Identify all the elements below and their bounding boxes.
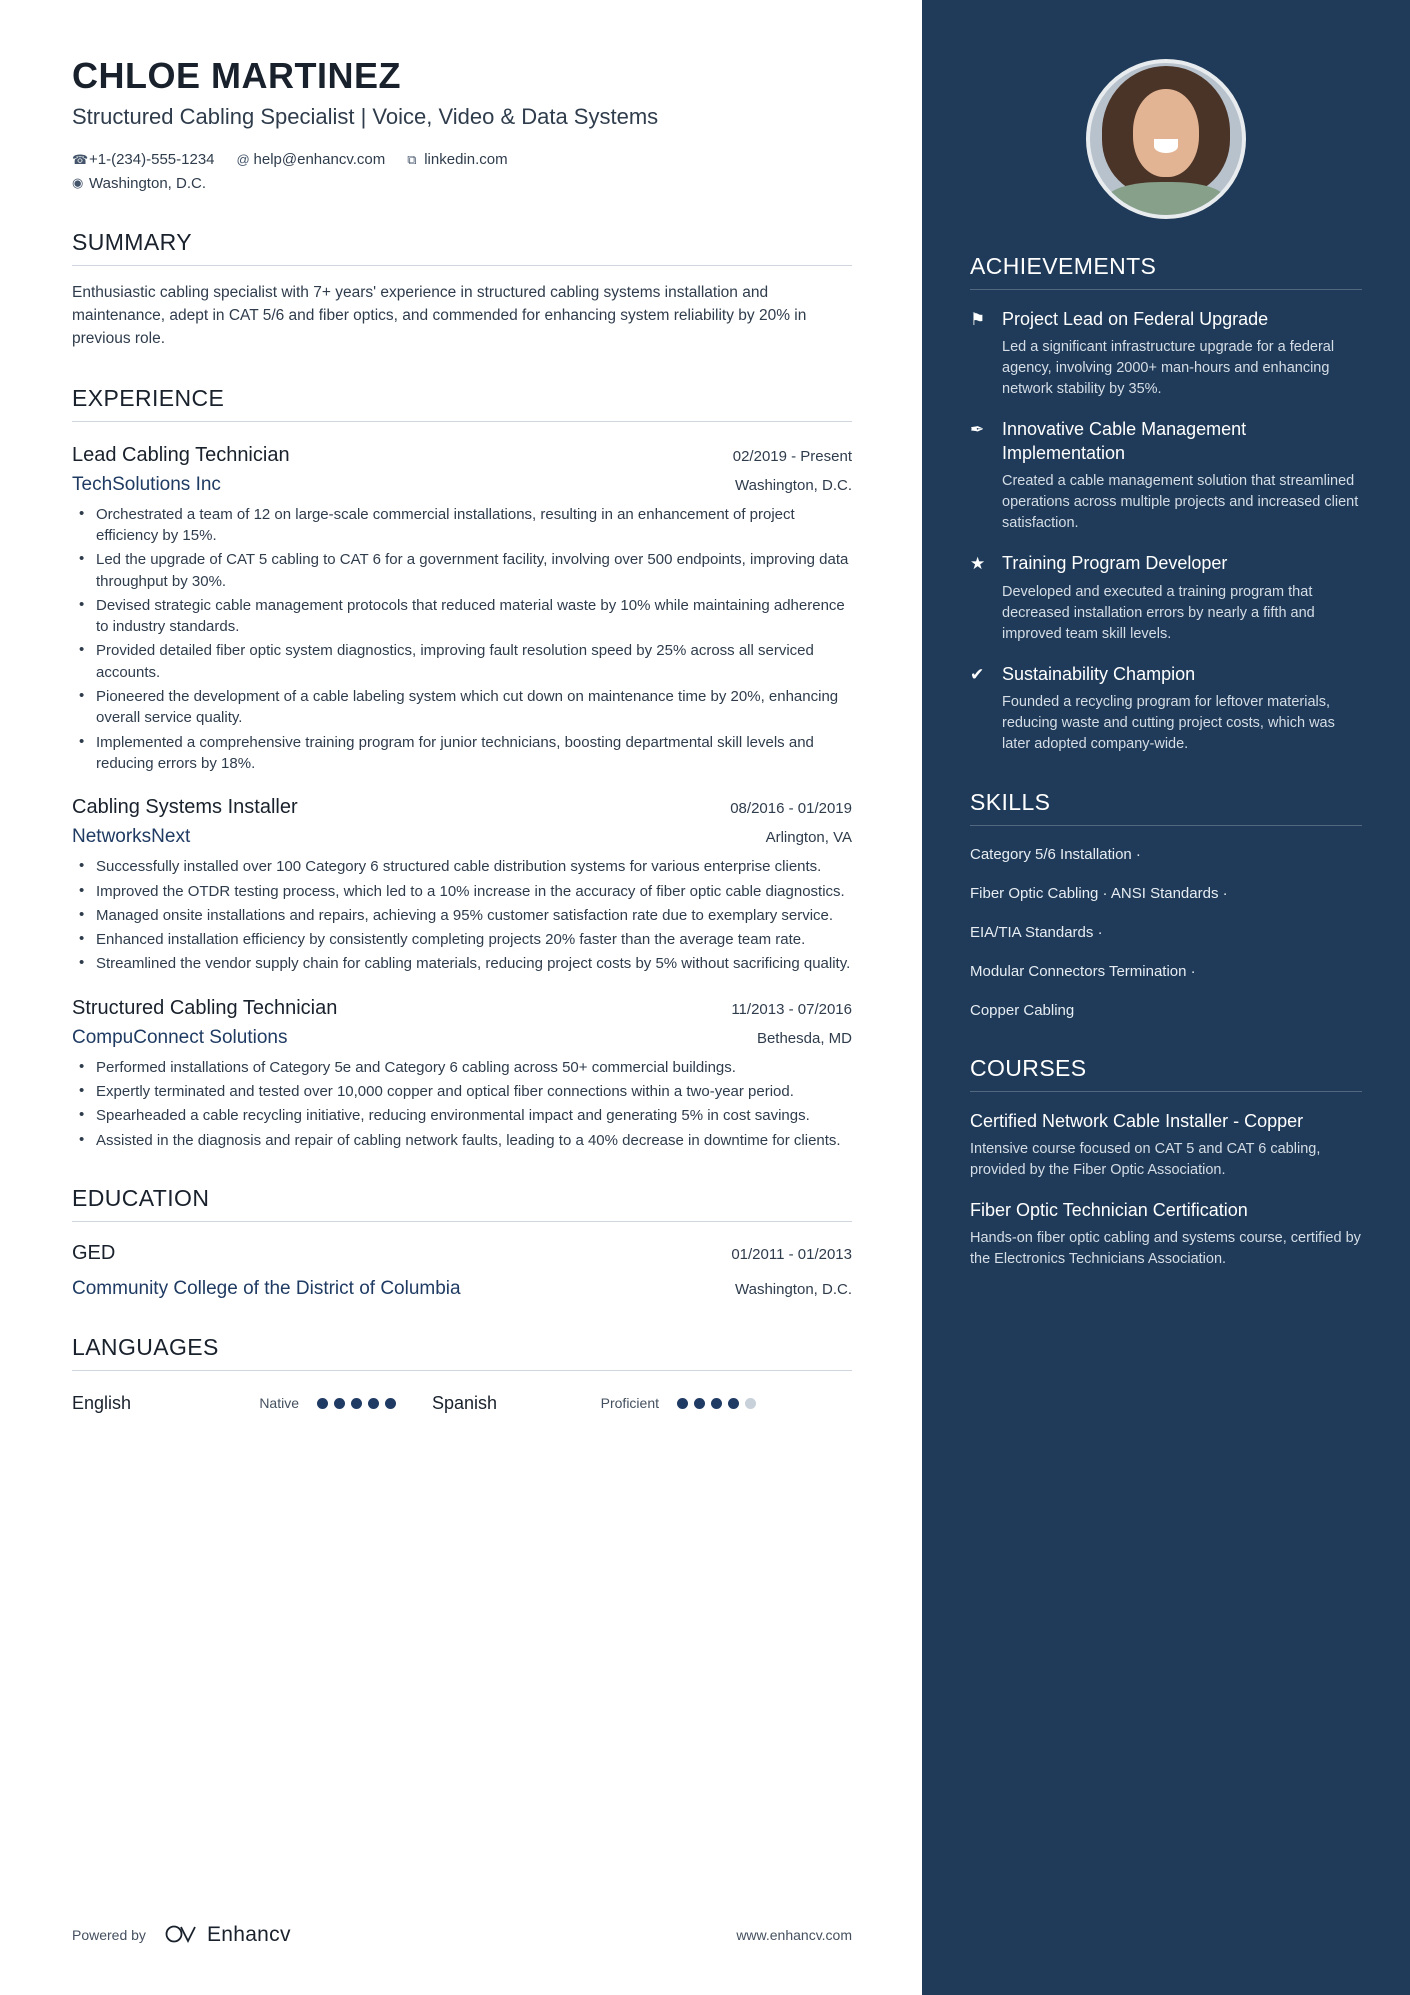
- job-dates: 08/2016 - 01/2019: [730, 800, 852, 818]
- list-item: • Pioneered the development of a cable labeling system which cut down on maintenance time by 20%, enhancing overall service quality.: [72, 686, 852, 729]
- job-location: Arlington, VA: [765, 829, 852, 847]
- contact-info: [72, 148, 852, 195]
- experience-entry: [72, 997, 852, 1151]
- course-title: Fiber Optic Technician Certification: [970, 1199, 1248, 1220]
- brand-name: Enhancv: [206, 1923, 291, 1946]
- job-location: Washington, D.C.: [735, 476, 852, 494]
- course-description: Intensive course focused on CAT 5 and CAT 6 cabling, provided by the Fiber Optic Association.: [970, 1140, 1321, 1178]
- achievement-title: Sustainability Champion: [1002, 663, 1196, 684]
- job-dates: 11/2013 - 07/2016: [731, 1000, 852, 1018]
- avatar-body: [1108, 182, 1224, 215]
- achievement-title: Innovative Cable Management Implementation: [1002, 419, 1247, 463]
- language-level: Native: [259, 1395, 299, 1412]
- skill-item: Copper Cabling: [970, 1002, 1075, 1020]
- list-item: • Provided detailed fiber optic system diagnostics, improving fault resolution speed by 25% across all serviced accounts.: [72, 640, 852, 683]
- skill-item: Modular Connectors Termination ·: [970, 963, 1196, 981]
- link-icon: ⧉: [407, 151, 417, 167]
- language-level: Proficient: [600, 1395, 659, 1412]
- achievement-description: Led a significant infrastructure upgrade for a federal agency, involving 2000+ man-hours and enhancing network stability by 35%.: [1002, 339, 1335, 398]
- language-item: [72, 1393, 402, 1414]
- job-dates: 02/2019 - Present: [732, 447, 852, 465]
- list-item: • Assisted in the diagnosis and repair of cabling network faults, leading to a 40% decrease in downtime for clients.: [72, 1130, 852, 1151]
- languages-list: [72, 1393, 852, 1414]
- avatar: [1086, 59, 1246, 219]
- job-company: TechSolutions Inc: [72, 473, 221, 495]
- list-item: • Led the upgrade of CAT 5 cabling to CAT 6 for a government facility, involving over 500 endpoints, improving data throughput by 30%.: [72, 549, 852, 592]
- list-item: • Successfully installed over 100 Category 6 structured cable distribution systems for various enterprise clients.: [72, 856, 852, 877]
- achievement-item: [970, 552, 1362, 644]
- skill-item: EIA/TIA Standards ·: [970, 924, 1103, 942]
- language-name: English: [72, 1392, 132, 1413]
- email-icon: @: [236, 151, 250, 167]
- language-rating: [317, 1398, 402, 1409]
- list-item: • Improved the OTDR testing process, which led to a 10% increase in the accuracy of fiber optic cable diagnostics.: [72, 881, 852, 902]
- course-title: Certified Network Cable Installer - Copper: [970, 1111, 1304, 1132]
- education-entry: [72, 1242, 852, 1300]
- achievement-description: Developed and executed a training program that decreased installation errors by nearly a fifth and improved team skill levels.: [1002, 583, 1315, 642]
- job-company: CompuConnect Solutions: [72, 1026, 288, 1048]
- flag-icon: ⚑: [970, 310, 986, 329]
- list-item: • Implemented a comprehensive training program for junior technicians, boosting departmental skill levels and reducing errors by 18%.: [72, 732, 852, 775]
- list-item: • Devised strategic cable management protocols that reduced material waste by 10% while maintaining adherence to industry standards.: [72, 595, 852, 638]
- contact-email-text: help@enhancv.com: [253, 151, 386, 169]
- powered-by-label: Powered by: [72, 1927, 146, 1943]
- achievement-title: Training Program Developer: [1002, 553, 1228, 574]
- contact-phone-text: +1-(234)-555-1234: [89, 151, 215, 169]
- course-item: [970, 1110, 1362, 1181]
- section-title-languages: LANGUAGES: [72, 1334, 852, 1371]
- contact-location-text: Washington, D.C.: [89, 174, 206, 192]
- section-title-achievements: ACHIEVEMENTS: [970, 253, 1362, 290]
- experience-entry: [72, 444, 852, 775]
- education-degree: GED: [72, 1241, 116, 1264]
- language-rating: [677, 1398, 762, 1409]
- footer-brand: [72, 1923, 291, 1947]
- language-item: [432, 1393, 762, 1414]
- page-title: CHLOE MARTINEZ: [72, 55, 401, 96]
- job-title: Structured Cabling Technician: [72, 996, 338, 1019]
- list-item: • Orchestrated a team of 12 on large-scale commercial installations, resulting in an enhancement of project efficiency by 15%.: [72, 504, 852, 547]
- summary-text: Enthusiastic cabling specialist with 7+ years' experience in structured cabling systems installation and maintenance, adept in CAT 5/6 and fiber optics, and commended for enhancing system reliability by 20% in previous role.: [72, 283, 807, 348]
- skill-item: Fiber Optic Cabling · ANSI Standards ·: [970, 885, 1228, 903]
- professional-headline: Structured Cabling Specialist | Voice, Video & Data Systems: [72, 104, 659, 130]
- job-location: Bethesda, MD: [756, 1029, 852, 1047]
- achievement-item: [970, 663, 1362, 755]
- section-title-education: EDUCATION: [72, 1185, 852, 1222]
- achievement-description: Created a cable management solution that streamlined operations across multiple projects and increased client satisfaction.: [1002, 473, 1359, 532]
- education-location: Washington, D.C.: [735, 1280, 852, 1298]
- job-bullets: [72, 1057, 852, 1151]
- list-item: • Performed installations of Category 5e and Category 6 cabling across 50+ commercial buildings.: [72, 1057, 852, 1078]
- section-title-courses: COURSES: [970, 1055, 1362, 1092]
- education-school: Community College of the District of Columbia: [72, 1277, 461, 1299]
- list-item: • Streamlined the vendor supply chain for cabling materials, reducing project costs by 5% without sacrificing quality.: [72, 953, 852, 974]
- achievement-item: [970, 418, 1362, 534]
- footer-website[interactable]: www.enhancv.com: [736, 1927, 852, 1943]
- contact-location: [72, 172, 206, 195]
- phone-icon: ☎: [72, 151, 89, 167]
- section-title-skills: SKILLS: [970, 789, 1362, 826]
- contact-linkedin-text: linkedin.com: [424, 151, 508, 169]
- contact-linkedin[interactable]: [407, 148, 507, 171]
- list-item: • Enhanced installation efficiency by consistently completing projects 20% faster than the average team rate.: [72, 929, 852, 950]
- achievement-title: Project Lead on Federal Upgrade: [1002, 309, 1269, 329]
- check-icon: ✔: [970, 664, 985, 684]
- star-icon: ★: [970, 554, 986, 574]
- course-description: Hands-on fiber optic cabling and systems course, certified by the Electronics Technicians Association.: [970, 1229, 1361, 1267]
- section-title-summary: SUMMARY: [72, 229, 852, 266]
- job-title: Lead Cabling Technician: [72, 443, 290, 466]
- job-title: Cabling Systems Installer: [72, 796, 298, 819]
- right-column: [922, 0, 1410, 1995]
- avatar-face: [1133, 89, 1200, 177]
- education-dates: 01/2011 - 01/2013: [731, 1245, 852, 1263]
- course-item: [970, 1199, 1362, 1270]
- list-item: • Managed onsite installations and repairs, achieving a 95% customer satisfaction rate due to exemplary service.: [72, 905, 852, 926]
- language-name: Spanish: [432, 1392, 498, 1413]
- contact-phone[interactable]: [72, 148, 215, 171]
- pen-icon: ✒: [970, 420, 985, 440]
- list-item: • Expertly terminated and tested over 10,000 copper and optical fiber connections within a two-year period.: [72, 1081, 852, 1102]
- avatar-container: [970, 59, 1362, 219]
- achievement-description: Founded a recycling program for leftover materials, reducing waste and cutting project costs, which was later adopted company-wide.: [1002, 694, 1335, 753]
- job-bullets: [72, 856, 852, 974]
- achievement-item: [970, 308, 1362, 400]
- location-icon: ◉: [72, 175, 84, 191]
- section-title-experience: EXPERIENCE: [72, 385, 852, 422]
- avatar-smile: [1154, 139, 1178, 153]
- experience-entry: [72, 796, 852, 974]
- enhancv-logo-icon: [164, 1924, 198, 1947]
- footer: [72, 1923, 852, 1947]
- contact-email[interactable]: [237, 148, 386, 171]
- list-item: • Spearheaded a cable recycling initiative, reducing environmental impact and generating 5% in cost savings.: [72, 1105, 852, 1126]
- job-bullets: [72, 504, 852, 775]
- job-company: NetworksNext: [72, 826, 191, 848]
- skill-item: Category 5/6 Installation ·: [970, 846, 1141, 864]
